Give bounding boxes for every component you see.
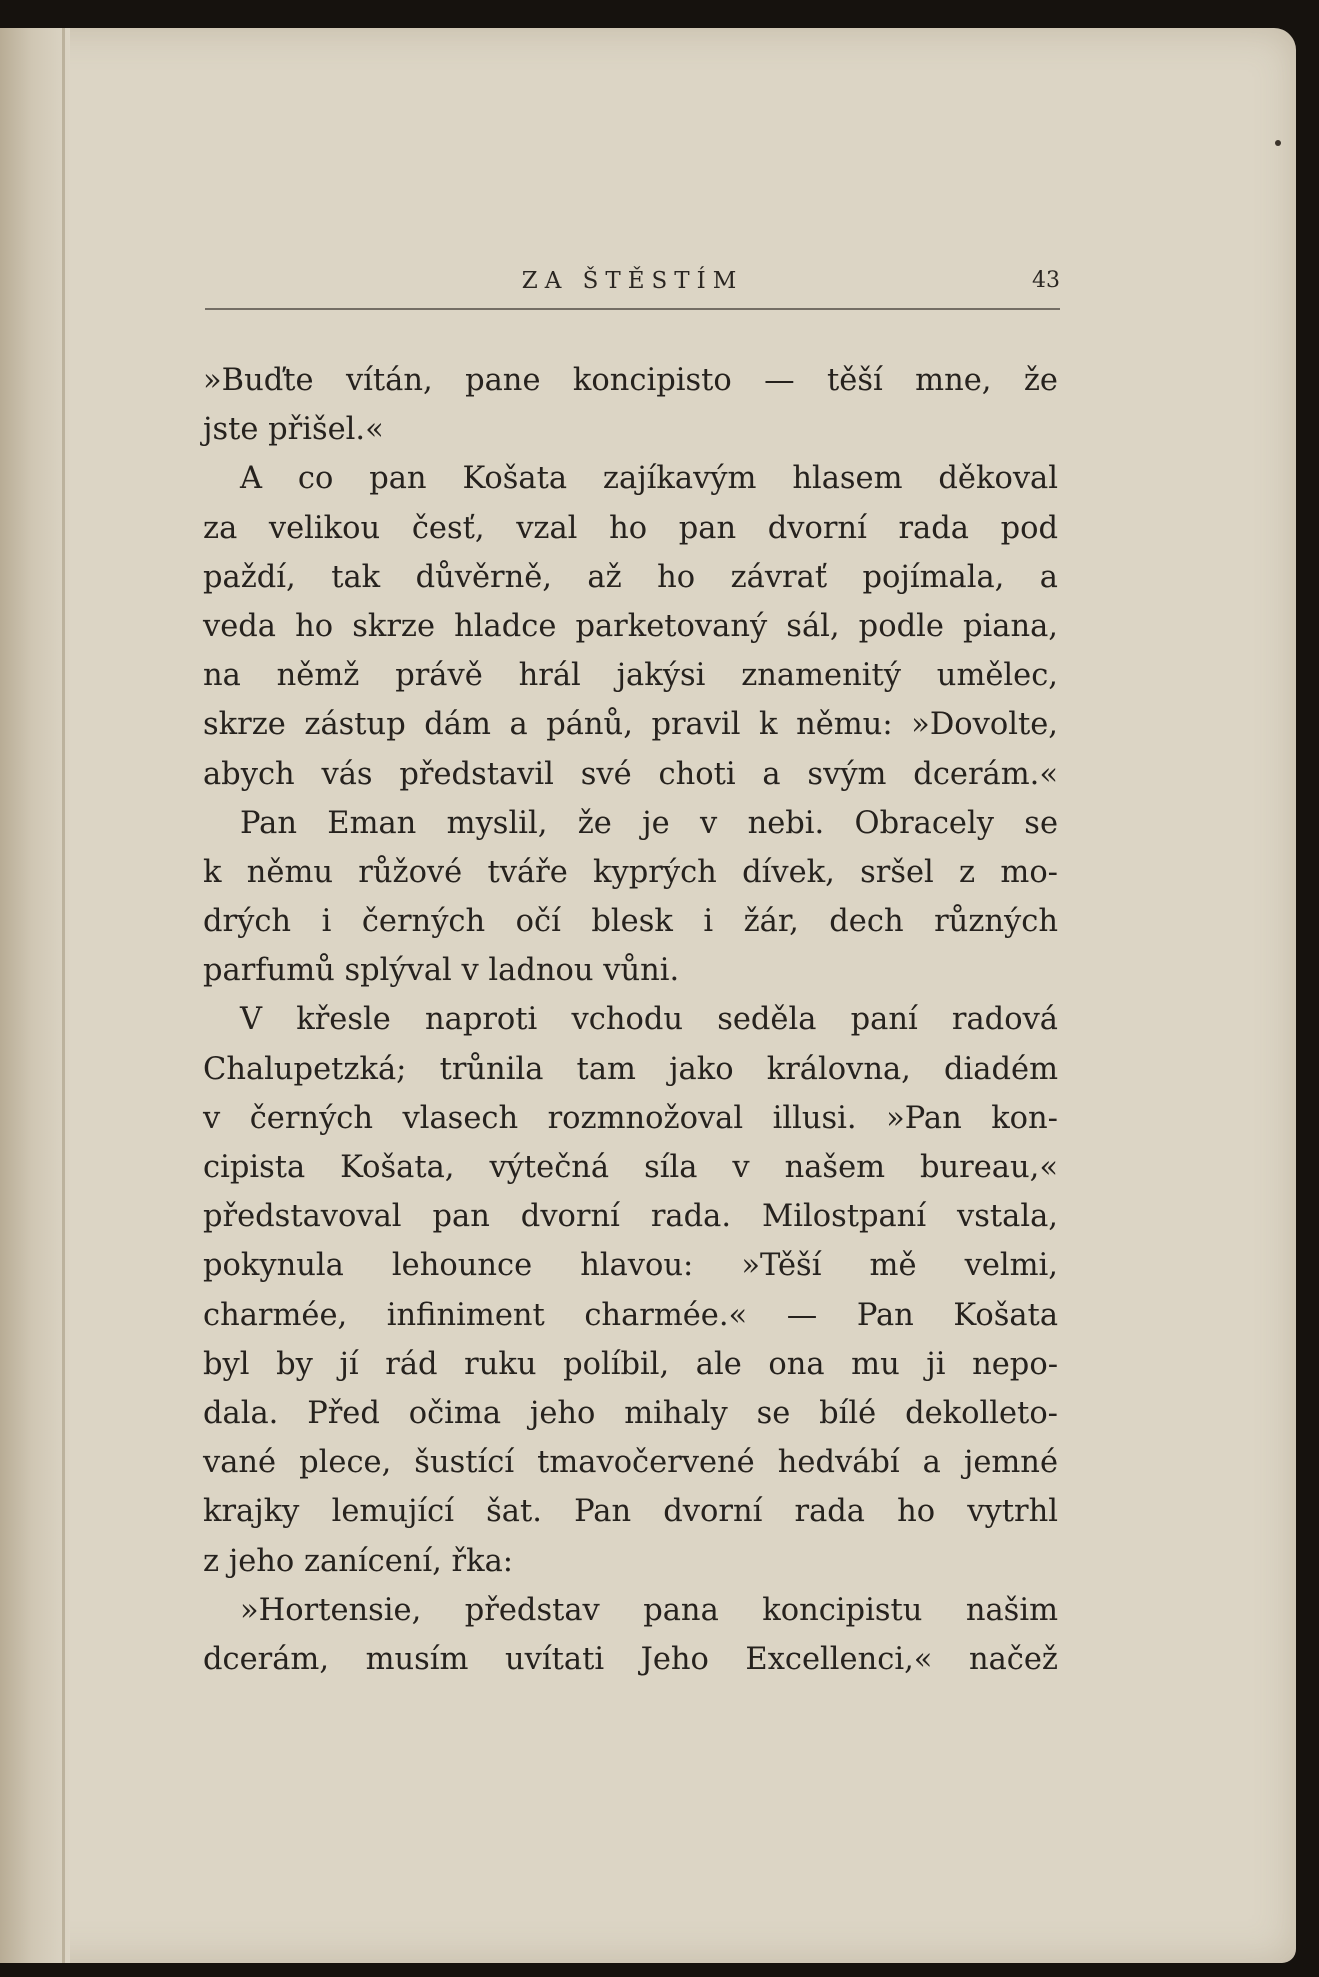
gutter-crease xyxy=(62,28,65,1963)
text-line: skrze zástup dám a pánů, pravil k němu: »Dovolte, xyxy=(203,707,1058,743)
text-line: paždí, tak důvěrně, až ho závrať pojímala, a xyxy=(203,559,1058,595)
text-line: abych vás představil své choti a svým dcerám.« xyxy=(203,756,1058,792)
text-line: veda ho skrze hladce parketovaný sál, podle piana, xyxy=(203,608,1058,644)
page-header xyxy=(205,268,1060,308)
header-rule xyxy=(205,308,1060,310)
text-line: představoval pan dvorní rada. Milostpaní vstala, xyxy=(203,1199,1058,1235)
text-line: k němu růžové tváře kyprých dívek, sršel z mo- xyxy=(203,854,1058,890)
paper-speck xyxy=(1275,140,1281,146)
text-line: v černých vlasech rozmnožoval illusi. »Pan kon- xyxy=(203,1100,1058,1136)
text-line: drých i černých očí blesk i žár, dech různých xyxy=(203,904,1058,940)
text-line: pokynula lehounce hlavou: »Těší mě velmi, xyxy=(203,1248,1058,1284)
text-line: dcerám, musím uvítati Jeho Excellenci,« načež xyxy=(203,1641,1058,1677)
text-line: jste přišel.« xyxy=(203,412,384,448)
page-number: 43 xyxy=(1032,268,1060,293)
text-line: dala. Před očima jeho mihaly se bílé dekolleto- xyxy=(203,1395,1058,1431)
text-line: na němž právě hrál jakýsi znamenitý umělec, xyxy=(203,658,1058,694)
text-line: cipista Košata, výtečná síla v našem bureau,« xyxy=(203,1150,1058,1185)
text-line: charmée, infiniment charmée.« — Pan Košata xyxy=(203,1297,1058,1333)
text-line: Chalupetzká; trůnila tam jako královna, diadém xyxy=(203,1051,1058,1087)
text-line: byl by jí rád ruku políbil, ale ona mu ji nepo- xyxy=(203,1346,1058,1382)
binding-gutter xyxy=(0,28,70,1963)
body-text xyxy=(203,356,1058,1684)
text-line: Pan Eman myslil, že je v nebi. Obracely se xyxy=(240,805,1058,841)
text-line: parfumů splýval v ladnou vůni. xyxy=(203,953,680,989)
text-line: »Buďte vítán, pane koncipisto — těší mne, že xyxy=(203,363,1058,398)
running-title: ZA ŠTĚSTÍM xyxy=(521,268,744,294)
text-line: A co pan Košata zajíkavým hlasem děkoval xyxy=(240,461,1058,497)
text-line: z jeho zanícení, řka: xyxy=(203,1543,514,1579)
text-line: V křesle naproti vchodu seděla paní radová xyxy=(240,1002,1058,1038)
text-line: vané plece, šustící tmavočervené hedvábí a jemné xyxy=(203,1445,1058,1481)
text-line: krajky lemující šat. Pan dvorní rada ho vytrhl xyxy=(203,1494,1058,1530)
text-line: »Hortensie, představ pana koncipistu našim xyxy=(240,1592,1058,1628)
text-line: za velikou česť, vzal ho pan dvorní rada pod xyxy=(203,510,1058,546)
